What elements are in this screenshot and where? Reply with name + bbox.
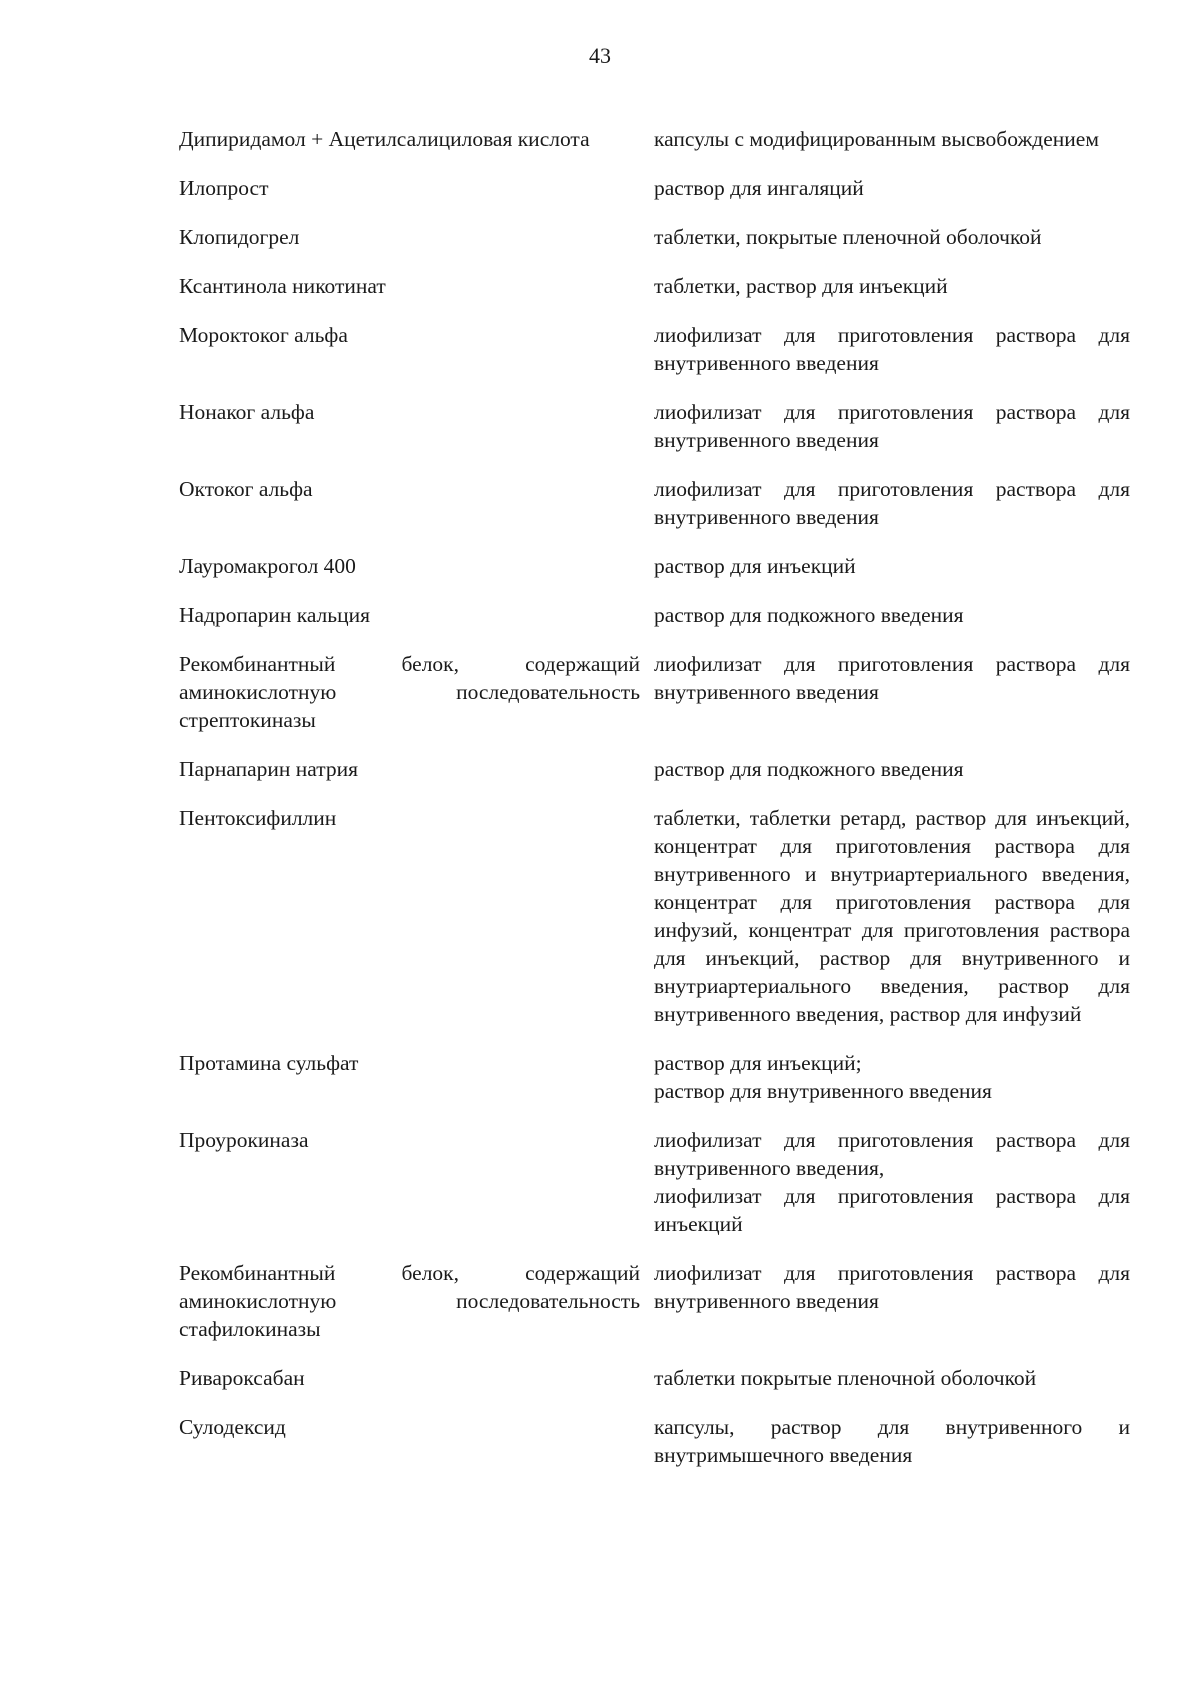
drug-name: Пентоксифиллин	[179, 806, 337, 830]
dosage-form	[654, 475, 1130, 531]
dosage-form-line: раствор для ингаляций	[654, 176, 864, 200]
dosage-form	[654, 601, 1130, 629]
drug-name: Ривароксабан	[179, 1366, 305, 1390]
table-row	[179, 398, 1130, 454]
dosage-form	[654, 1259, 1130, 1343]
dosage-form	[654, 1413, 1130, 1469]
dosage-form	[654, 321, 1130, 377]
table-row	[179, 475, 1130, 531]
drug-name: Протамина сульфат	[179, 1051, 359, 1075]
drug-name: Клопидогрел	[179, 225, 300, 249]
dosage-form-line: таблетки, покрытые пленочной оболочкой	[654, 225, 1042, 249]
dosage-form	[654, 174, 1130, 202]
drug-name: Ксантинола никотинат	[179, 274, 386, 298]
dosage-form-line: капсулы с модифицированным высвобождением	[654, 127, 1099, 151]
dosage-form	[654, 125, 1130, 153]
dosage-form-line: раствор для инъекций	[654, 554, 856, 578]
dosage-form	[654, 223, 1130, 251]
table-row	[179, 804, 1130, 1028]
table-row	[179, 1364, 1130, 1392]
drug-name: Дипиридамол + Ацетилсалициловая кислота	[179, 127, 590, 151]
table-row	[179, 601, 1130, 629]
drug-name: Надропарин кальция	[179, 603, 370, 627]
dosage-form	[654, 552, 1130, 580]
drug-name: Рекомбинантный белок, содержащий аминокислотную последовательность стафилокиназы	[179, 1261, 640, 1341]
drug-table	[179, 125, 1130, 1490]
dosage-form-line: таблетки, раствор для инъекций	[654, 274, 948, 298]
table-row	[179, 321, 1130, 377]
dosage-form-line: таблетки, таблетки ретард, раствор для инъекций, концентрат для приготовления раствора для внутривенного и внутриартериального введения, концентрат для приготовления раствора для инфузий, концентрат для приготовления раствора для инъекций, раствор для внутривенного и внутриартериального введения, раствор для внутривенного введения, раствор для инфузий	[654, 806, 1130, 1026]
table-row	[179, 223, 1130, 251]
dosage-form-line: лиофилизат для приготовления раствора для внутривенного введения	[654, 477, 1130, 529]
dosage-form	[654, 1126, 1130, 1238]
table-row	[179, 1259, 1130, 1343]
page-number: 43	[589, 43, 611, 68]
table-row	[179, 1049, 1130, 1105]
dosage-form	[654, 398, 1130, 454]
dosage-form-line: раствор для внутривенного введения	[654, 1079, 992, 1103]
dosage-form-line: лиофилизат для приготовления раствора для внутривенного введения	[654, 1261, 1130, 1313]
dosage-form-line: раствор для инъекций;	[654, 1051, 862, 1075]
dosage-form-line: таблетки покрытые пленочной оболочкой	[654, 1366, 1037, 1390]
dosage-form-line: лиофилизат для приготовления раствора для внутривенного введения	[654, 323, 1130, 375]
dosage-form	[654, 804, 1130, 1028]
dosage-form-line: раствор для подкожного введения	[654, 757, 964, 781]
table-row	[179, 552, 1130, 580]
dosage-form-line: капсулы, раствор для внутривенного и внутримышечного введения	[654, 1415, 1130, 1467]
dosage-form	[654, 650, 1130, 734]
dosage-form	[654, 755, 1130, 783]
drug-name: Илопрост	[179, 176, 269, 200]
drug-name: Парнапарин натрия	[179, 757, 359, 781]
dosage-form-line: лиофилизат для приготовления раствора для внутривенного введения	[654, 652, 1130, 704]
table-row	[179, 755, 1130, 783]
table-row	[179, 174, 1130, 202]
table-row	[179, 272, 1130, 300]
drug-name: Проурокиназа	[179, 1128, 309, 1152]
drug-name: Сулодексид	[179, 1415, 286, 1439]
table-row	[179, 1413, 1130, 1469]
table-row	[179, 1126, 1130, 1238]
dosage-form-line: лиофилизат для приготовления раствора для внутривенного введения	[654, 400, 1130, 452]
drug-name: Октоког альфа	[179, 477, 313, 501]
drug-name: Рекомбинантный белок, содержащий аминокислотную последовательность стрептокиназы	[179, 652, 640, 732]
dosage-form-line: раствор для подкожного введения	[654, 603, 964, 627]
dosage-form	[654, 1364, 1130, 1392]
drug-name: Мороктоког альфа	[179, 323, 348, 347]
table-row	[179, 125, 1130, 153]
drug-name: Лауромакрогол 400	[179, 554, 356, 578]
dosage-form	[654, 272, 1130, 300]
dosage-form	[654, 1049, 1130, 1105]
dosage-form-line: лиофилизат для приготовления раствора для инъекций	[654, 1184, 1130, 1236]
drug-name: Нонаког альфа	[179, 400, 315, 424]
dosage-form-line: лиофилизат для приготовления раствора для внутривенного введения,	[654, 1128, 1130, 1180]
table-row	[179, 650, 1130, 734]
